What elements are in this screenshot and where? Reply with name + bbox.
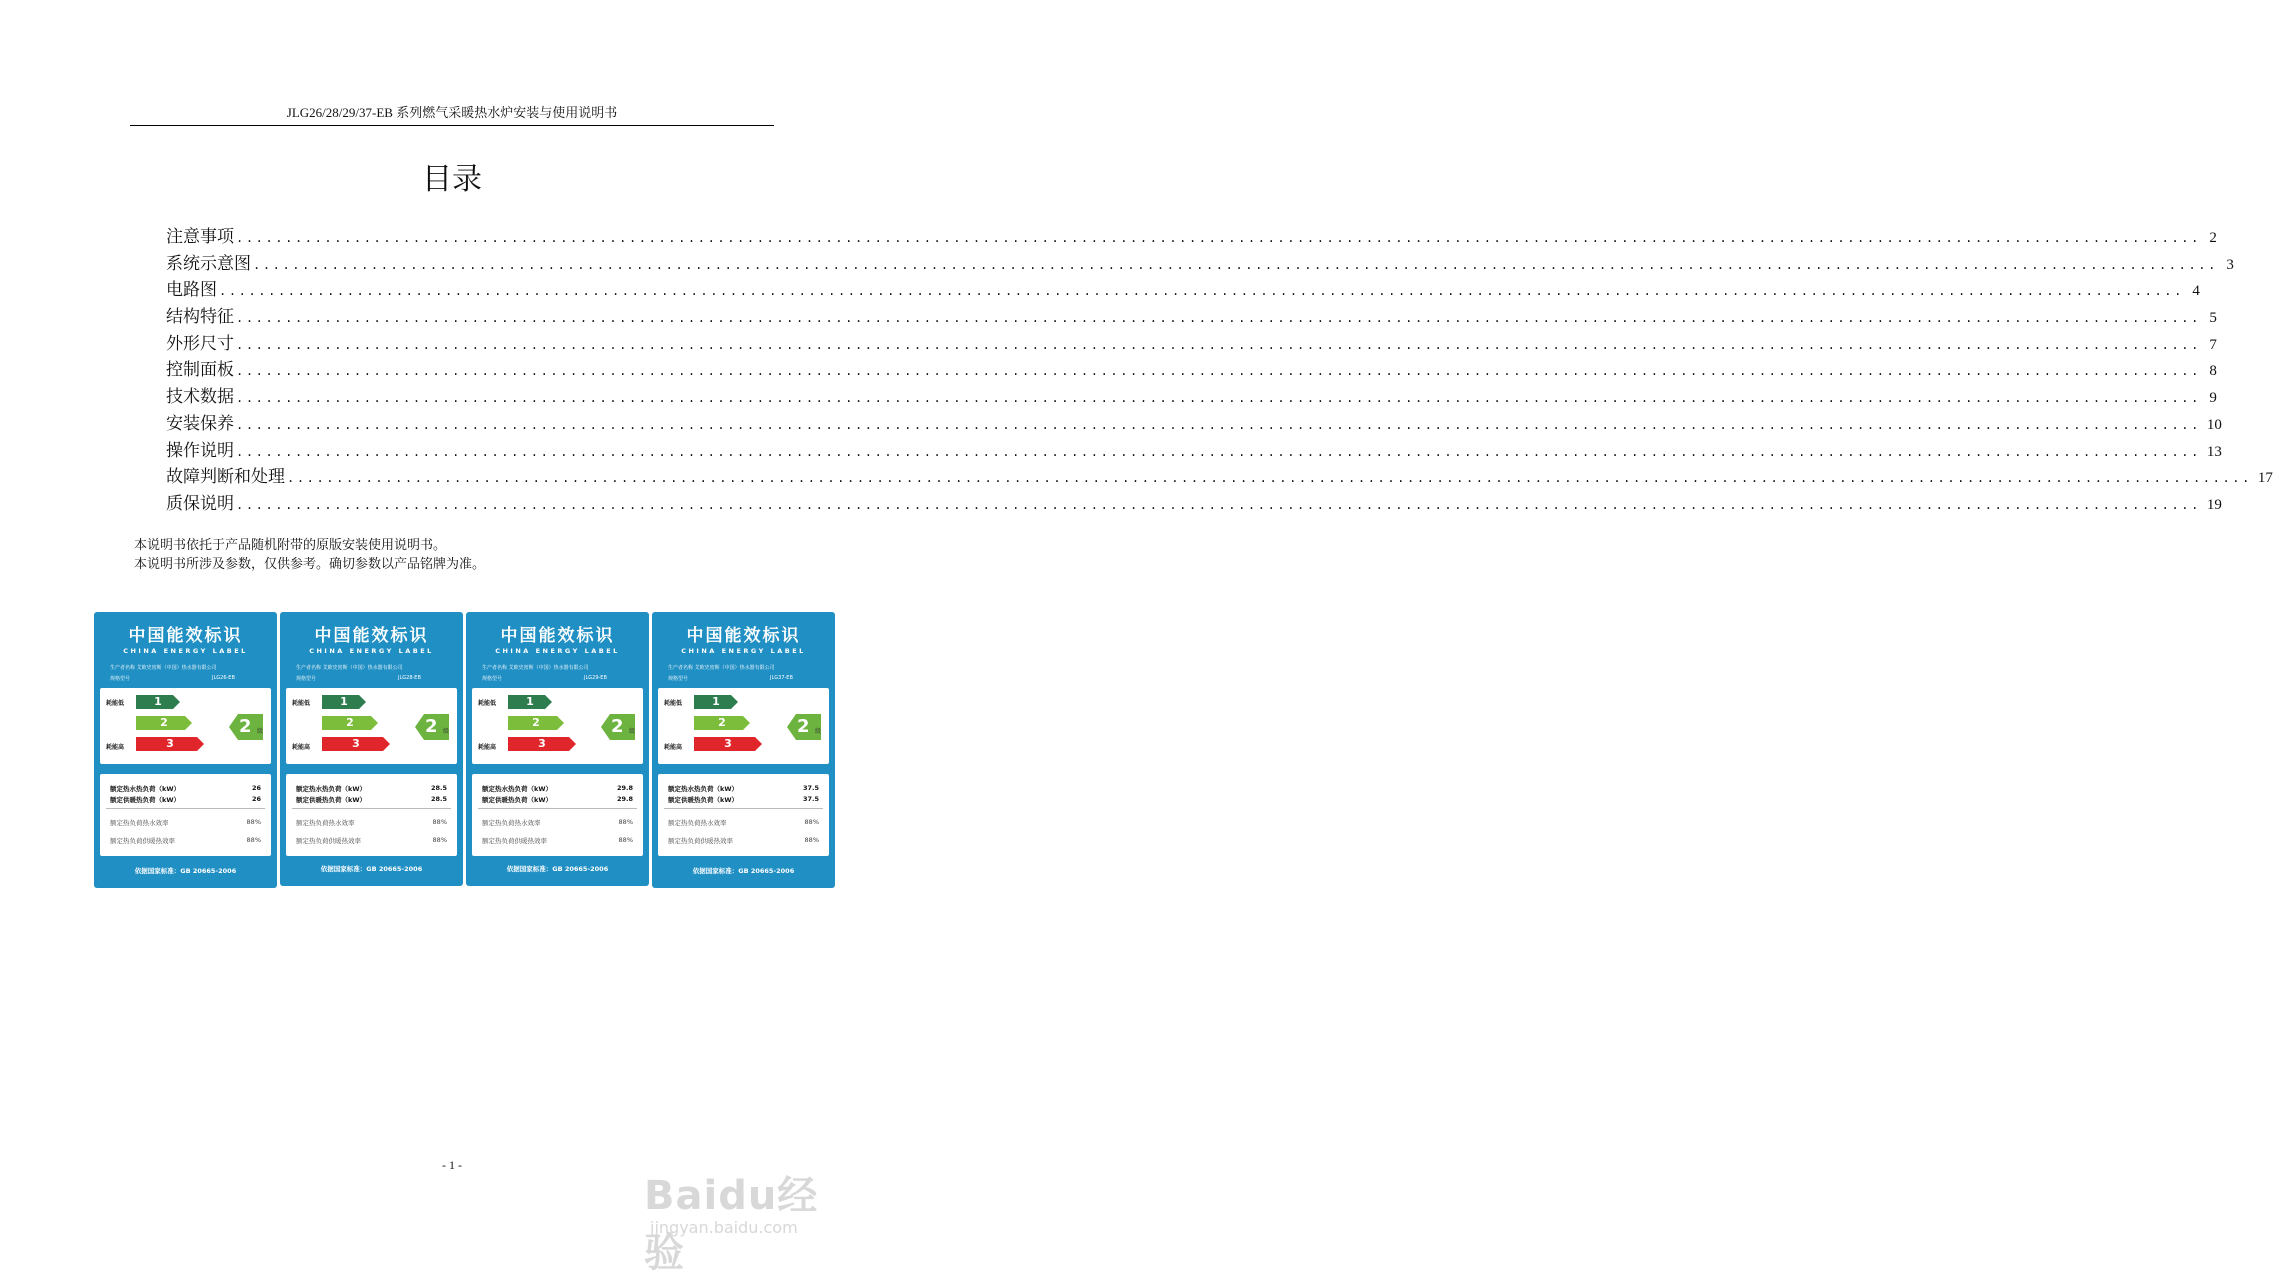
toc-entry-label: 系统示意图: [166, 253, 251, 274]
toc-entry[interactable]: [166, 224, 2217, 251]
rated-values-panel: [286, 774, 457, 856]
table-of-contents: [166, 224, 2273, 518]
badge-grade: 2: [797, 716, 810, 737]
rated-heating-load-value: 29.8: [616, 795, 633, 803]
grade-bar-2: [508, 716, 564, 730]
toc-entry[interactable]: [166, 491, 2222, 518]
model-key: 规格型号: [482, 676, 503, 682]
label-title: 中国能效标识: [686, 626, 801, 646]
model-line: [482, 675, 649, 682]
grade-bar-3: [136, 737, 204, 751]
maker-value: 艾欧史密斯（中国）热水器有限公司: [322, 665, 403, 671]
energy-label: [466, 612, 649, 886]
rated-water-load-row: [296, 784, 447, 793]
toc-leader-dots: ........................................................................................................................................................................................................: [236, 364, 2201, 379]
rated-heating-load-value: 28.5: [430, 795, 447, 803]
toc-entry[interactable]: [166, 438, 2222, 465]
document-header: JLG26/28/29/37-EB 系列燃气采暖热水炉安装与使用说明书: [286, 105, 618, 120]
grade-number: 2: [532, 716, 540, 729]
water-efficiency-key: 额定热负荷热水效率: [110, 819, 169, 827]
high-consumption-label: 耗能高: [664, 744, 683, 751]
grade-badge: [601, 714, 635, 740]
toc-leader-dots: ........................................................................................................................................................................................................: [236, 417, 2201, 432]
low-consumption-label: 耗能低: [292, 700, 311, 707]
toc-leader-dots: ........................................................................................................................................................................................................: [253, 257, 2218, 272]
maker-value: 艾欧史密斯（中国）热水器有限公司: [136, 665, 217, 671]
grade-number: 1: [712, 695, 720, 708]
grade-bar-1: [694, 695, 738, 709]
label-title: 中国能效标识: [314, 626, 429, 646]
grade-panel: [286, 688, 457, 764]
toc-entry[interactable]: [166, 384, 2217, 411]
high-consumption-label: 耗能高: [106, 744, 125, 751]
maker-line: [668, 664, 835, 671]
toc-leader-dots: ........................................................................................................................................................................................................: [236, 231, 2201, 245]
toc-entry-page: 7: [2209, 336, 2217, 353]
high-consumption-label: 耗能高: [478, 744, 497, 751]
badge-unit: 级: [628, 728, 635, 735]
toc-leader-dots: ........................................................................................................................................................................................................: [236, 311, 2201, 326]
page-title: 目录: [422, 162, 482, 197]
grade-bar-3: [322, 737, 390, 751]
energy-label: [652, 612, 835, 888]
grade-panel: [658, 688, 829, 764]
toc-entry[interactable]: [166, 277, 2200, 304]
grade-badge: [415, 714, 449, 740]
heating-efficiency-row: [668, 836, 819, 845]
toc-entry-label: 技术数据: [166, 387, 234, 408]
national-standard: 依据国家标准：GB 20665-2006: [134, 867, 237, 875]
grade-number: 2: [346, 716, 354, 729]
badge-grade: 2: [611, 716, 624, 737]
heating-efficiency-value: 88%: [804, 836, 819, 844]
heating-efficiency-value: 88%: [246, 836, 261, 844]
toc-entry-label: 操作说明: [166, 440, 234, 461]
label-title: 中国能效标识: [500, 626, 615, 646]
maker-value: 艾欧史密斯（中国）热水器有限公司: [508, 665, 589, 671]
rated-water-load-value: 26: [251, 784, 261, 792]
toc-entry-page: 17: [2257, 470, 2273, 487]
heating-efficiency-row: [296, 836, 447, 845]
toc-entry-label: 安装保养: [166, 413, 234, 434]
rated-heating-load-row: [296, 795, 447, 804]
heating-efficiency-row: [110, 836, 261, 845]
grade-number: 1: [526, 695, 534, 708]
heating-efficiency-key: 额定热负荷供暖热效率: [110, 837, 175, 845]
toc-entry[interactable]: [166, 411, 2222, 438]
water-efficiency-key: 额定热负荷热水效率: [296, 819, 355, 827]
label-subtitle: CHINA ENERGY LABEL: [309, 647, 434, 655]
water-efficiency-key: 额定热负荷热水效率: [482, 819, 541, 827]
model-value: JLG28-EB: [398, 675, 421, 681]
high-consumption-label: 耗能高: [292, 744, 311, 751]
low-consumption-label: 耗能低: [664, 700, 683, 707]
panel-divider: [478, 808, 637, 809]
note-line: 本说明书所涉及参数，仅供参考。确切参数以产品铭牌为准。: [134, 557, 486, 572]
grade-number: 1: [154, 695, 162, 708]
page-number: - 1 -: [442, 1158, 462, 1172]
model-value: JLG37-EB: [770, 675, 793, 681]
toc-entry-label: 电路图: [166, 280, 217, 301]
toc-entry-label: 结构特征: [166, 307, 234, 328]
label-subtitle: CHINA ENERGY LABEL: [495, 647, 620, 655]
rated-water-load-row: [482, 784, 633, 793]
toc-entry[interactable]: [166, 251, 2234, 278]
rated-heating-load-row: [110, 795, 261, 804]
toc-entry-page: 8: [2209, 363, 2217, 380]
energy-label: [280, 612, 463, 886]
rated-heating-load-row: [482, 795, 633, 804]
grade-number: 3: [352, 737, 360, 750]
toc-entry-label: 控制面板: [166, 360, 234, 381]
rated-heating-load-value: 26: [251, 795, 261, 803]
grade-bar-2: [322, 716, 378, 730]
low-consumption-label: 耗能低: [478, 700, 497, 707]
header-rule: [130, 125, 774, 126]
rated-water-load-key: 额定热水热负荷（kW）: [296, 785, 366, 793]
toc-entry[interactable]: [166, 331, 2217, 358]
heating-efficiency-key: 额定热负荷供暖热效率: [668, 837, 733, 845]
model-key: 规格型号: [296, 676, 317, 682]
heating-efficiency-key: 额定热负荷供暖热效率: [296, 837, 361, 845]
toc-entry-label: 质保说明: [166, 493, 234, 514]
heating-efficiency-row: [482, 836, 633, 845]
rated-water-load-row: [110, 784, 261, 793]
grade-badge: [229, 714, 263, 740]
rated-heating-load-key: 额定供暖热负荷（kW）: [482, 796, 552, 804]
water-efficiency-value: 88%: [246, 818, 261, 826]
model-value: JLG26-EB: [212, 675, 235, 681]
energy-label: [94, 612, 277, 888]
grade-bar-3: [694, 737, 762, 751]
toc-entry-page: 13: [2206, 443, 2222, 460]
label-subtitle: CHINA ENERGY LABEL: [681, 647, 806, 655]
baidu-watermark: [644, 1148, 854, 1276]
rated-heating-load-key: 额定供暖热负荷（kW）: [110, 796, 180, 804]
grade-number: 2: [160, 716, 168, 729]
panel-divider: [292, 808, 451, 809]
heating-efficiency-value: 88%: [618, 836, 633, 844]
panel-divider: [664, 808, 823, 809]
rated-values-panel: [472, 774, 643, 856]
rated-values-panel: [658, 774, 829, 856]
water-efficiency-row: [110, 818, 261, 827]
rated-water-load-key: 额定热水热负荷（kW）: [110, 785, 180, 793]
water-efficiency-row: [668, 818, 819, 827]
label-title: 中国能效标识: [128, 626, 243, 646]
model-key: 规格型号: [110, 676, 131, 682]
water-efficiency-value: 88%: [804, 818, 819, 826]
maker-line: [296, 664, 463, 671]
rated-heating-load-key: 额定供暖热负荷（kW）: [668, 796, 738, 804]
maker-key: 生产者名称: [668, 665, 694, 671]
toc-leader-dots: ........................................................................................................................................................................................................: [236, 497, 2201, 512]
notes: [134, 536, 485, 574]
grade-bar-2: [694, 716, 750, 730]
grade-bar-1: [136, 695, 180, 709]
toc-entry-page: 19: [2206, 496, 2222, 513]
rated-water-load-value: 28.5: [430, 784, 447, 792]
national-standard: 依据国家标准：GB 20665-2006: [506, 865, 609, 873]
badge-grade: 2: [239, 716, 252, 737]
maker-key: 生产者名称: [110, 665, 136, 671]
energy-labels: [94, 612, 840, 888]
grade-panel: [100, 688, 271, 764]
maker-line: [110, 664, 277, 671]
badge-unit: 级: [256, 728, 263, 735]
toc-entry[interactable]: [166, 304, 2217, 331]
rated-heating-load-key: 额定供暖热负荷（kW）: [296, 796, 366, 804]
grade-bar-2: [136, 716, 192, 730]
toc-entry-label: 外形尺寸: [166, 333, 234, 354]
note-line: 本说明书依托于产品随机附带的原版安装使用说明书。: [134, 538, 447, 553]
toc-leader-dots: ........................................................................................................................................................................................................: [287, 471, 2252, 486]
rated-water-load-value: 37.5: [802, 784, 819, 792]
grade-number: 2: [718, 716, 726, 729]
water-efficiency-value: 88%: [432, 818, 447, 826]
maker-key: 生产者名称: [482, 665, 508, 671]
grade-number: 1: [340, 695, 348, 708]
badge-unit: 级: [814, 728, 821, 735]
label-subtitle: CHINA ENERGY LABEL: [123, 647, 248, 655]
maker-line: [482, 664, 649, 671]
maker-value: 艾欧史密斯（中国）热水器有限公司: [694, 665, 775, 671]
water-efficiency-row: [482, 818, 633, 827]
water-efficiency-value: 88%: [618, 818, 633, 826]
rated-values-panel: [100, 774, 271, 856]
model-value: JLG29-EB: [584, 675, 607, 681]
toc-entry-page: 4: [2192, 283, 2200, 300]
maker-key: 生产者名称: [296, 665, 322, 671]
badge-grade: 2: [425, 716, 438, 737]
toc-leader-dots: ........................................................................................................................................................................................................: [219, 284, 2184, 299]
toc-entry[interactable]: [166, 464, 2273, 491]
model-key: 规格型号: [668, 676, 689, 682]
model-line: [668, 675, 835, 682]
heating-efficiency-value: 88%: [432, 836, 447, 844]
grade-number: 3: [724, 737, 732, 750]
toc-entry-label: 注意事项: [166, 227, 234, 247]
grade-bar-1: [508, 695, 552, 709]
grade-number: 3: [166, 737, 174, 750]
toc-leader-dots: ........................................................................................................................................................................................................: [236, 337, 2201, 352]
national-standard: 依据国家标准：GB 20665-2006: [692, 867, 795, 875]
toc-leader-dots: ........................................................................................................................................................................................................: [236, 391, 2201, 406]
model-line: [110, 675, 277, 682]
badge-unit: 级: [442, 728, 449, 735]
rated-water-load-value: 29.8: [616, 784, 633, 792]
toc-entry-page: 5: [2209, 310, 2217, 327]
toc-entry-page: 2: [2209, 230, 2217, 246]
grade-bar-1: [322, 695, 366, 709]
rated-water-load-row: [668, 784, 819, 793]
national-standard: 依据国家标准：GB 20665-2006: [320, 865, 423, 873]
model-line: [296, 675, 463, 682]
watermark-brand: Baidu经验: [644, 1173, 819, 1276]
toc-entry-page: 9: [2209, 390, 2217, 407]
grade-bar-3: [508, 737, 576, 751]
rated-heating-load-row: [668, 795, 819, 804]
toc-entry-page: 3: [2226, 256, 2234, 273]
low-consumption-label: 耗能低: [106, 700, 125, 707]
grade-panel: [472, 688, 643, 764]
panel-divider: [106, 808, 265, 809]
toc-entry-page: 10: [2206, 416, 2222, 433]
grade-number: 3: [538, 737, 546, 750]
grade-badge: [787, 714, 821, 740]
toc-entry-label: 故障判断和处理: [166, 467, 285, 488]
rated-water-load-key: 额定热水热负荷（kW）: [482, 785, 552, 793]
rated-heating-load-value: 37.5: [802, 795, 819, 803]
toc-leader-dots: ........................................................................................................................................................................................................: [236, 444, 2201, 459]
heating-efficiency-key: 额定热负荷供暖热效率: [482, 837, 547, 845]
water-efficiency-row: [296, 818, 447, 827]
toc-entry[interactable]: [166, 357, 2217, 384]
watermark-url: jingyan.baidu.com: [650, 1218, 798, 1237]
rated-water-load-key: 额定热水热负荷（kW）: [668, 785, 738, 793]
water-efficiency-key: 额定热负荷热水效率: [668, 819, 727, 827]
